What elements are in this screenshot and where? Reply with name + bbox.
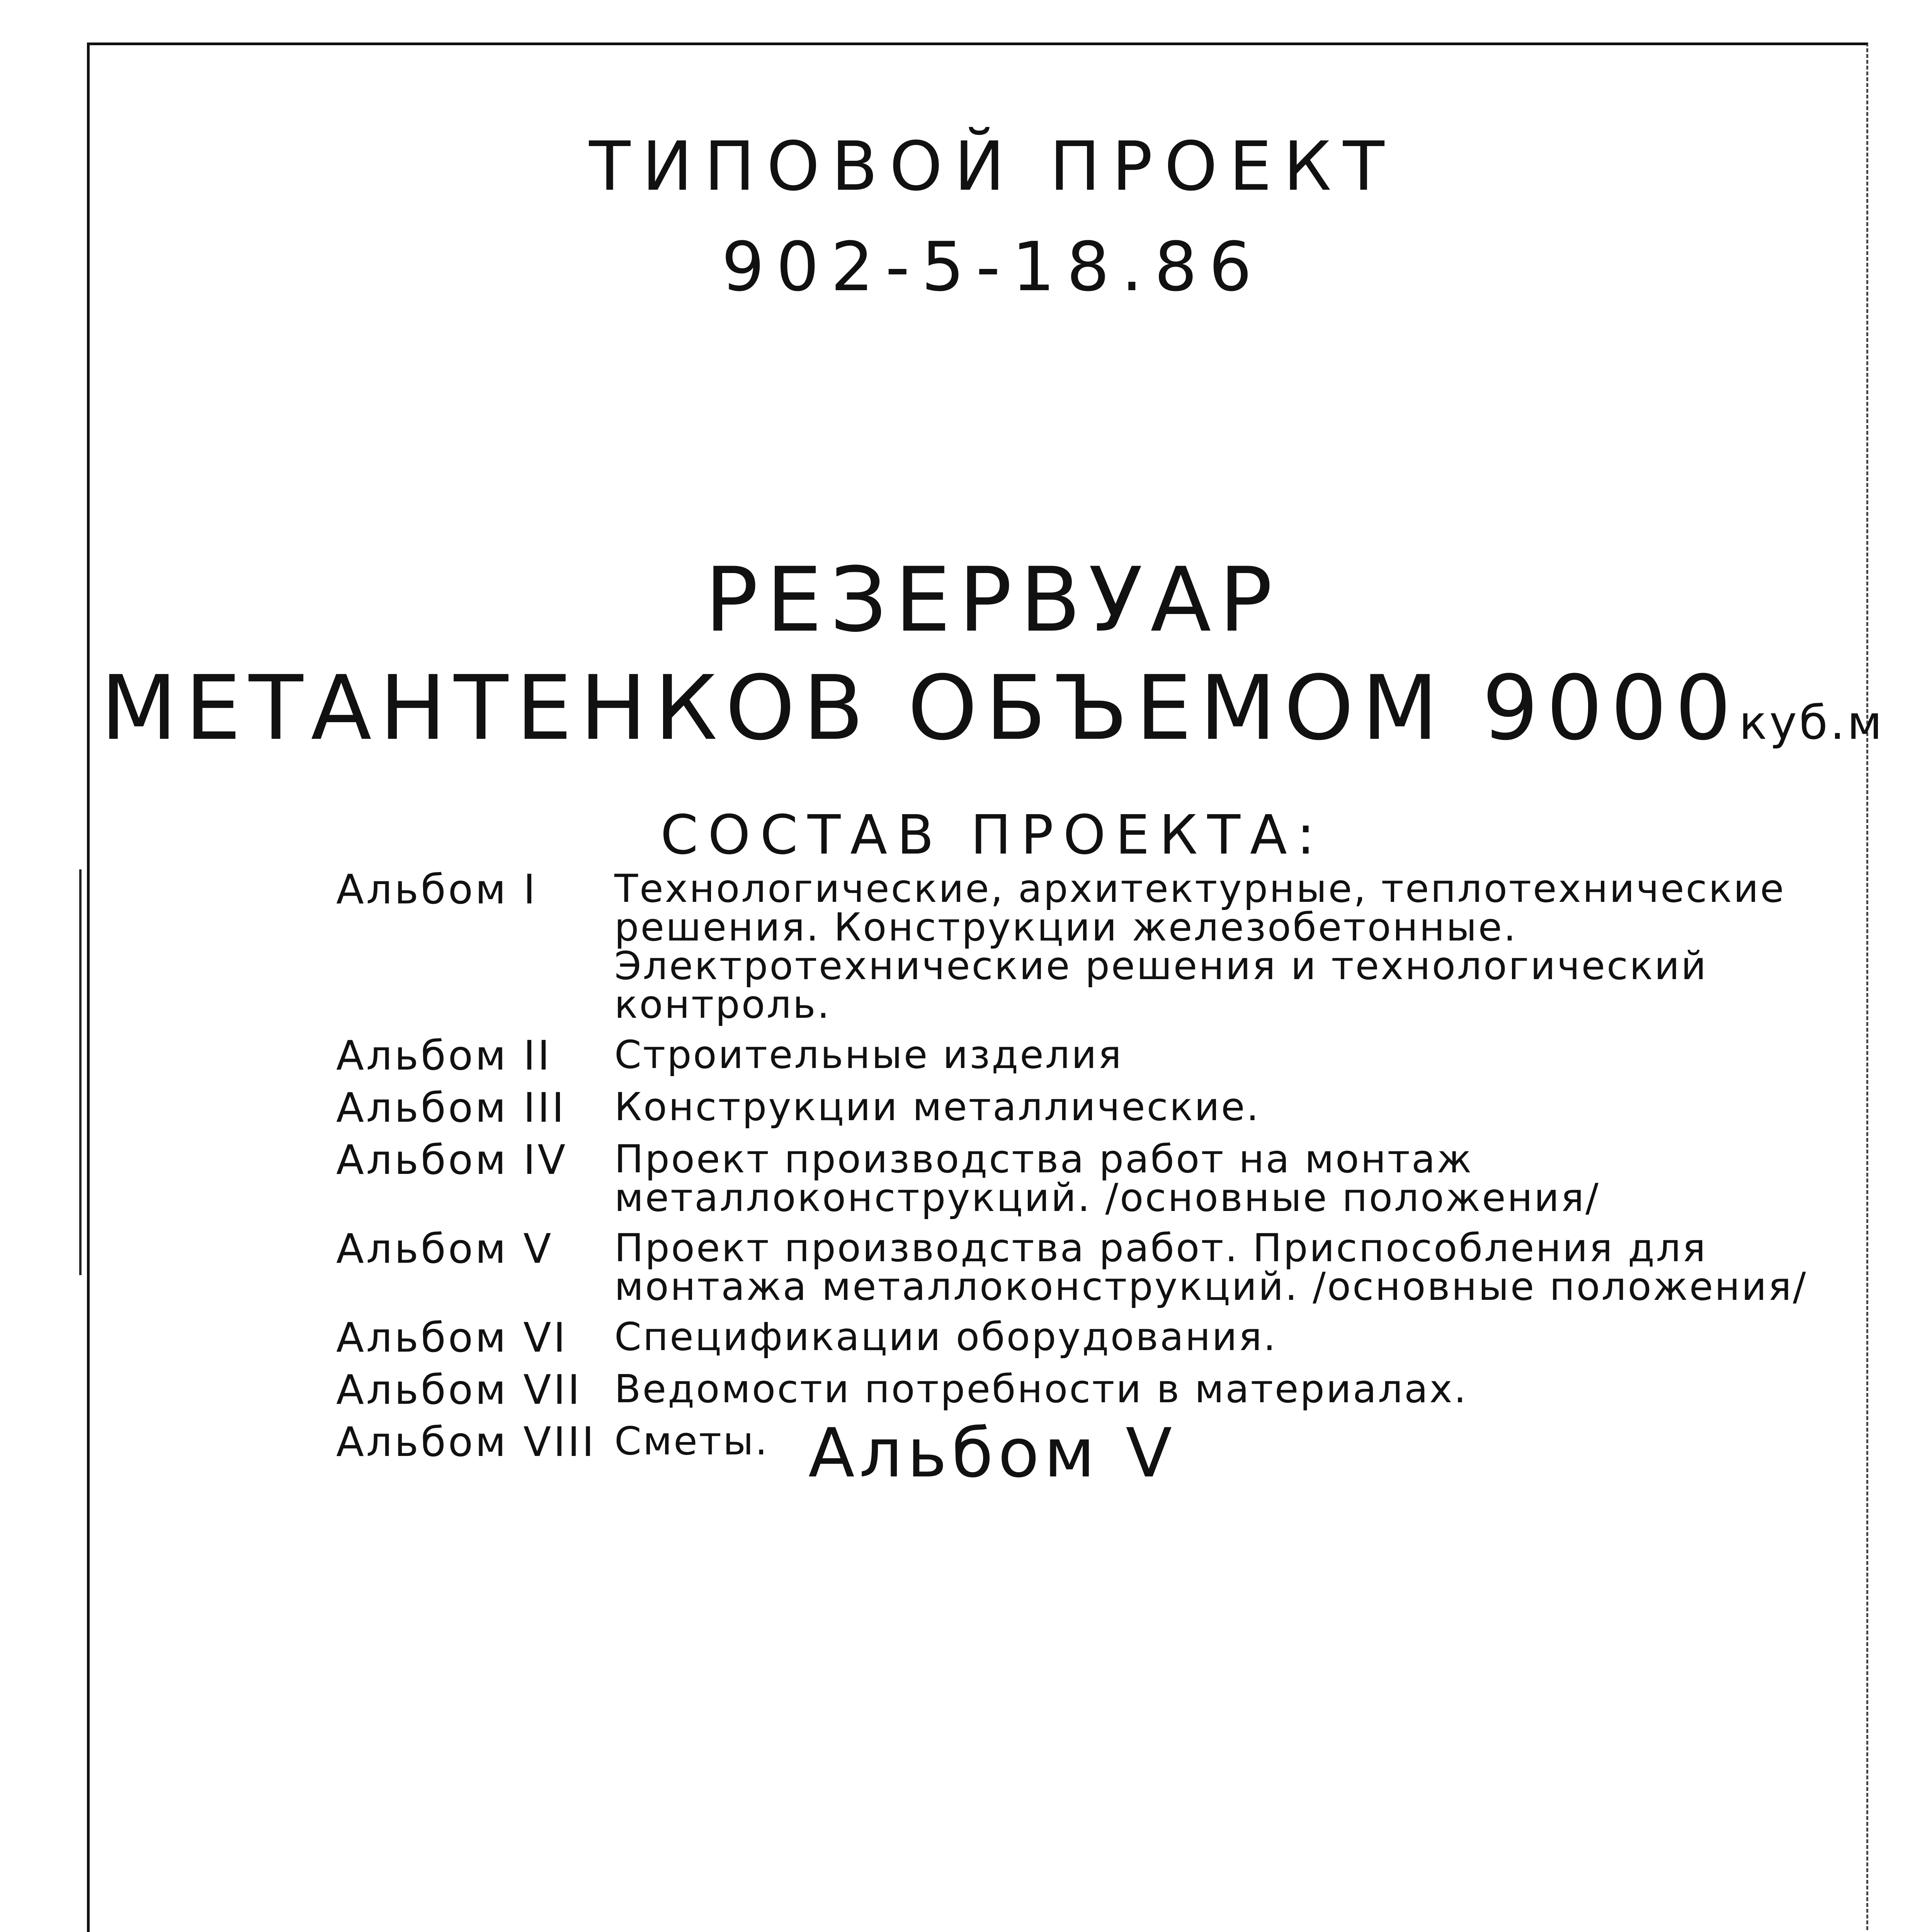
album-label: Альбом V <box>336 1225 554 1272</box>
album-row <box>336 1314 1824 1361</box>
album-row <box>336 866 1824 1027</box>
album-description: Сметы. <box>614 1418 769 1464</box>
composition-heading: СОСТАВ ПРОЕКТА: <box>660 804 1325 867</box>
project-number: 902-5-18.86 <box>721 228 1264 306</box>
album-label: Альбом II <box>336 1032 552 1079</box>
album-row <box>336 1366 1824 1413</box>
album-label: Альбом III <box>336 1084 566 1131</box>
title-line-1: РЕЗЕРВУАР <box>704 549 1281 652</box>
album-description: Спецификации оборудования. <box>614 1314 1277 1359</box>
project-type-heading: ТИПОВОЙ ПРОЕКТ <box>589 128 1396 206</box>
title-main: МЕТАНТЕНКОВ ОБЪЕМОМ 9000 <box>100 657 1739 760</box>
album-description: Проект производства работ на монтаж металлоконструкций. /основные положения/ <box>614 1136 1600 1220</box>
album-label: Альбом VII <box>336 1366 582 1413</box>
album-row <box>336 1084 1824 1131</box>
album-description: Ведомости потребности в материалах. <box>614 1366 1468 1412</box>
current-album-label: Альбом V <box>808 1414 1177 1493</box>
album-description: Проект производства работ. Приспособления для монтажа металлоконструкций. /основные положения/ <box>614 1225 1808 1309</box>
title-line-2 <box>0 657 1932 760</box>
album-list <box>336 866 1824 1474</box>
album-row <box>336 1136 1824 1220</box>
album-description: Технологические, архитектурные, теплотехнические решения. Конструкции железобетонные. Электротехнические решения и технологический контроль. <box>614 866 1786 1027</box>
album-description: Строительные изделия <box>614 1032 1123 1077</box>
margin-mark <box>79 869 93 1275</box>
album-label: Альбом I <box>336 866 538 913</box>
album-label: Альбом VIII <box>336 1418 597 1466</box>
album-description: Конструкции металлические. <box>614 1084 1260 1129</box>
title-unit: куб.м <box>1739 696 1884 750</box>
album-label: Альбом VI <box>336 1314 568 1361</box>
album-row <box>336 1032 1824 1079</box>
album-row <box>336 1225 1824 1309</box>
album-label: Альбом IV <box>336 1136 568 1184</box>
